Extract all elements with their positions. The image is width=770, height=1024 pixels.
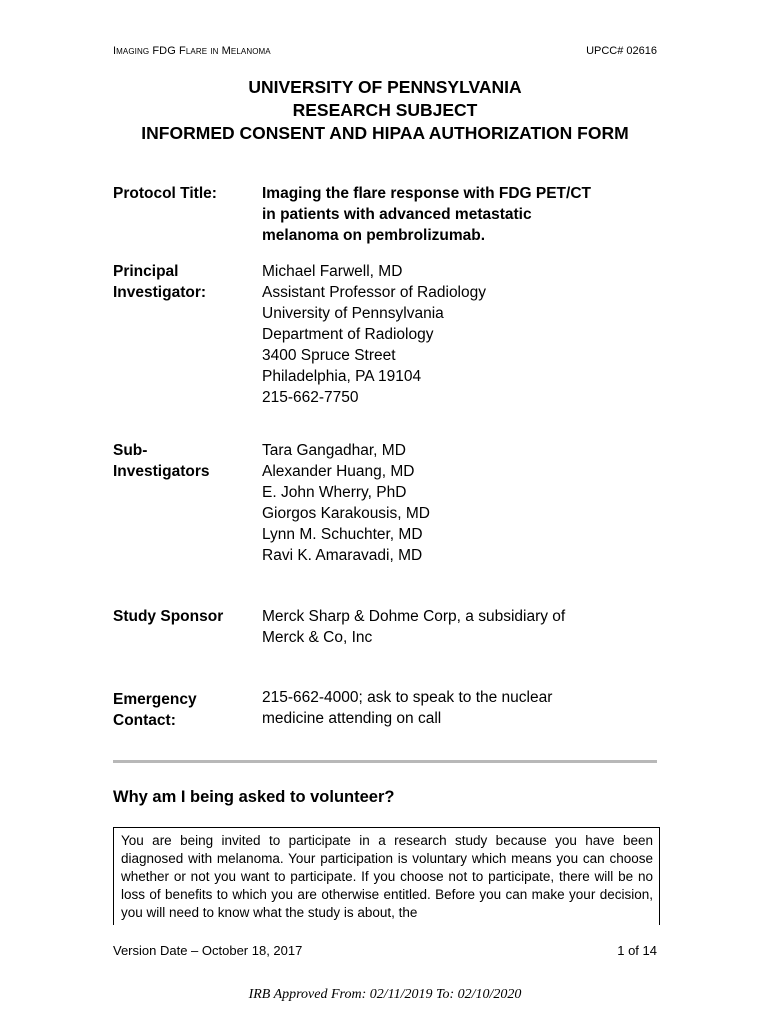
principal-investigator-value <box>262 261 682 408</box>
protocol-title-line: melanoma on pembrolizumab. <box>262 227 486 244</box>
label-line: Sub- <box>113 442 148 459</box>
protocol-title-value <box>262 183 682 246</box>
sub-investigators-value <box>262 440 682 566</box>
study-sponsor-value <box>262 606 682 648</box>
sub-investigator: Lynn M. Schuchter, MD <box>262 526 423 543</box>
page-footer <box>113 943 657 958</box>
label-line: Emergency <box>113 691 197 708</box>
label-line: Investigator: <box>113 284 207 301</box>
pi-street: 3400 Spruce Street <box>262 347 396 364</box>
label-line: Contact: <box>113 712 176 729</box>
pi-phone: 215-662-7750 <box>262 389 359 406</box>
sub-investigators-label <box>113 440 258 482</box>
sponsor-line: Merck & Co, Inc <box>262 629 373 646</box>
irb-approval-stamp: IRB Approved From: 02/11/2019 To: 02/10/2020 <box>248 987 522 1002</box>
emergency-line: 215-662-4000; ask to speak to the nuclear <box>262 689 553 706</box>
protocol-title-label: Protocol Title: <box>113 185 217 202</box>
title-line-1: UNIVERSITY OF PENNSYLVANIA <box>248 77 522 97</box>
protocol-number: UPCC# 02616 <box>586 45 657 57</box>
title-line-3: INFORMED CONSENT AND HIPAA AUTHORIZATION FORM <box>141 123 629 143</box>
protocol-title-line: Imaging the flare response with FDG PET/CT <box>262 185 591 202</box>
pi-name: Michael Farwell, MD <box>262 263 403 280</box>
document-title <box>80 76 690 145</box>
version-date: Version Date – October 18, 2017 <box>113 943 303 958</box>
pi-city: Philadelphia, PA 19104 <box>262 368 422 385</box>
principal-investigator-label <box>113 261 258 303</box>
sub-investigator: Ravi K. Amaravadi, MD <box>262 547 423 564</box>
page-number: 1 of 14 <box>617 943 657 958</box>
emergency-contact-label <box>113 689 258 731</box>
running-title: Imaging FDG Flare in Melanoma <box>113 45 271 57</box>
running-header <box>113 45 657 57</box>
sub-investigator: E. John Wherry, PhD <box>262 484 407 501</box>
section-body-box: You are being invited to participate in a research study because you have been diagnosed with melanoma. Your participation is voluntary which means you can choose whether or not you want to participate. If you choose not to participate, there will be no loss of benefits to which you are otherwise entitled. Before you can make your decision, you will need to know what the study is about, the <box>113 827 660 925</box>
emergency-line: medicine attending on call <box>262 710 442 727</box>
protocol-title-line: in patients with advanced metastatic <box>262 206 532 223</box>
study-sponsor-label: Study Sponsor <box>113 608 224 625</box>
sub-investigator: Alexander Huang, MD <box>262 463 415 480</box>
section-divider <box>113 760 657 763</box>
pi-institution: University of Pennsylvania <box>262 305 444 322</box>
section-heading: Why am I being asked to volunteer? <box>113 788 395 806</box>
title-line-2: RESEARCH SUBJECT <box>292 100 478 120</box>
pi-title: Assistant Professor of Radiology <box>262 284 486 301</box>
sponsor-line: Merck Sharp & Dohme Corp, a subsidiary of <box>262 608 566 625</box>
label-line: Principal <box>113 263 179 280</box>
label-line: Investigators <box>113 463 210 480</box>
pi-department: Department of Radiology <box>262 326 434 343</box>
sub-investigator: Tara Gangadhar, MD <box>262 442 406 459</box>
emergency-contact-value <box>262 687 682 729</box>
sub-investigator: Giorgos Karakousis, MD <box>262 505 430 522</box>
